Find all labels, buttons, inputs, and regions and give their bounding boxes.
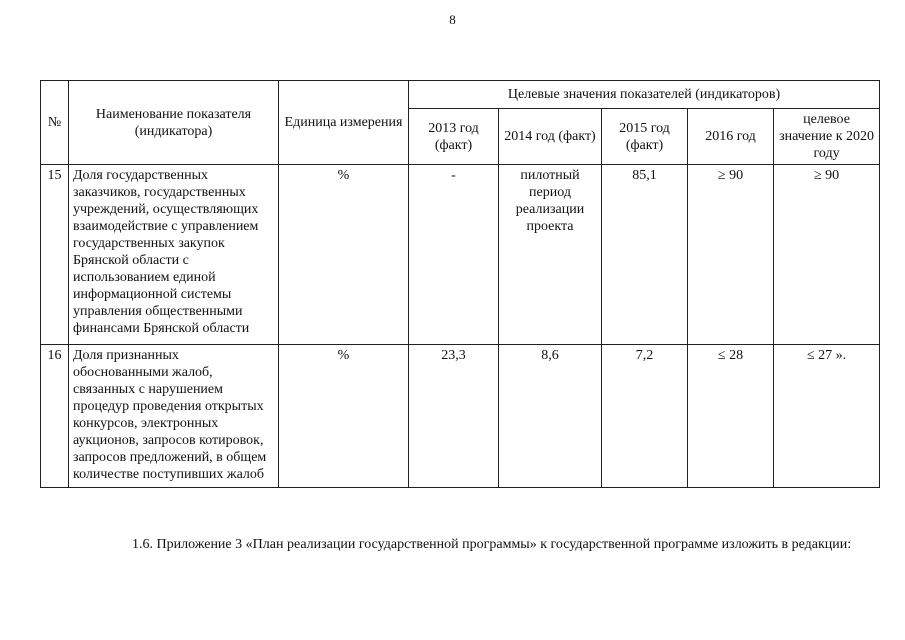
value-2014: 8,6 (499, 345, 602, 488)
page-number: 8 (449, 12, 456, 27)
header-target-group: Целевые значения показателей (индикаторов) (409, 81, 880, 109)
value-2016: ≥ 90 (688, 165, 774, 345)
value-2015: 7,2 (602, 345, 688, 488)
header-year-2015: 2015 год (факт) (602, 109, 688, 165)
header-year-2014: 2014 год (факт) (499, 109, 602, 165)
value-2013: - (409, 165, 499, 345)
header-num: № (41, 81, 69, 165)
table-row (41, 345, 880, 488)
header-target-2020: целевое значение к 2020 году (774, 109, 880, 165)
table-row (41, 165, 880, 345)
value-2013: 23,3 (409, 345, 499, 488)
indicator-name: Доля государственных заказчиков, государственных учреждений, осуществляющих взаимодействие с управлением государственных закупок Брянской области с использованием единой информационной системы управления общественными финансами Брянской области (69, 165, 279, 345)
indicator-unit: % (279, 345, 409, 488)
row-number: 15 (41, 165, 69, 345)
value-2014: пилотный период реализации проекта (499, 165, 602, 345)
value-target-2020: ≤ 27 ». (774, 345, 880, 488)
header-unit: Единица измерения (279, 81, 409, 165)
value-2016: ≤ 28 (688, 345, 774, 488)
header-year-2016: 2016 год (688, 109, 774, 165)
indicators-table (40, 80, 880, 488)
value-target-2020: ≥ 90 (774, 165, 880, 345)
indicator-name: Доля признанных обоснованными жалоб, связанных с нарушением процедур проведения открытых конкурсов, электронных аукционов, запросов котировок, запросов предложений, в общем количестве поступивших жалоб (69, 345, 279, 488)
indicator-unit: % (279, 165, 409, 345)
amendment-paragraph: 1.6. Приложение 3 «План реализации государственной программы» к государственной программе изложить в редакции: (132, 537, 852, 552)
header-name: Наименование показателя (индикатора) (69, 81, 279, 165)
row-number: 16 (41, 345, 69, 488)
header-year-2013: 2013 год (факт) (409, 109, 499, 165)
value-2015: 85,1 (602, 165, 688, 345)
table-header-row (41, 81, 880, 109)
